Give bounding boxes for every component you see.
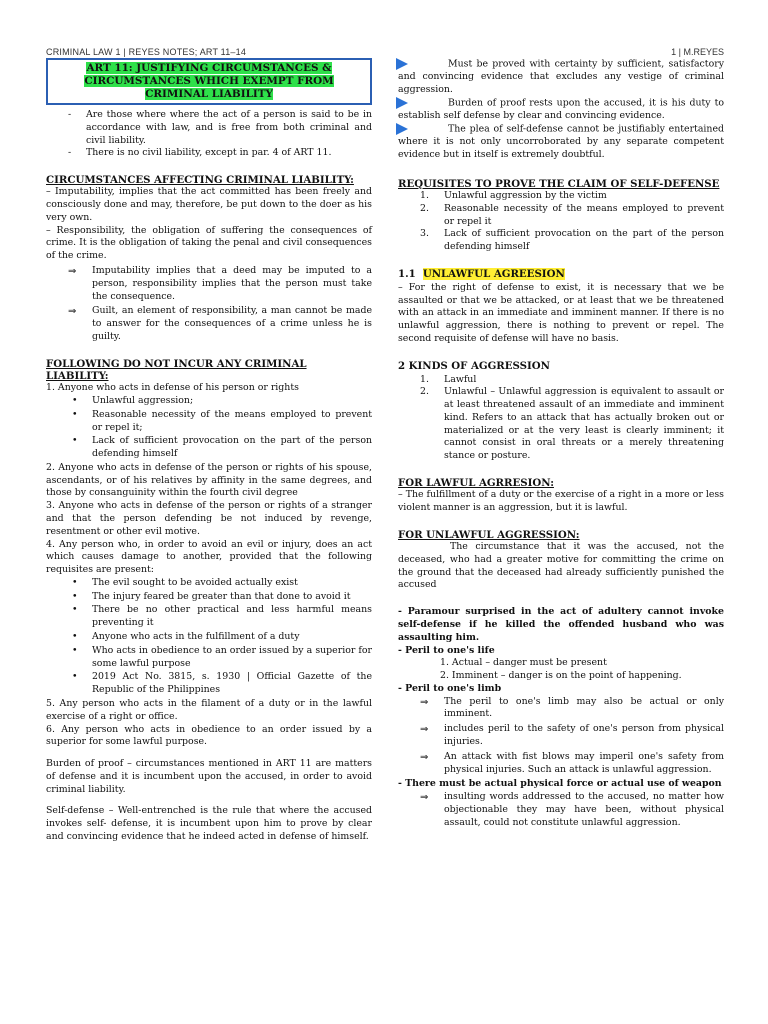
list-item: • Lack of sufficient provocation on the part of the person defending himself (46, 435, 372, 461)
arrow-icon: ⇒ (420, 751, 429, 763)
header-left: CRIMINAL LAW 1 | REYES NOTES; ART 11–14 (46, 47, 247, 57)
arrow-icon: ⇒ (68, 266, 77, 278)
list-item: 1. Lawful (420, 373, 477, 385)
paragraph-burden: Burden of proof – circumstances mentioned in ART 11 are matters of defense and it is incumbent upon the accused, in order to avoid criminal liability. (46, 758, 372, 795)
paragraph: 6. Any person who acts in obedience to an order issued by a superior for some lawful purpose. (46, 723, 372, 748)
paragraph: The plea of self-defense cannot be justifiably entertained where it is not only uncorroborated by any separate competent evidence but in itself is extremely doubtful. (398, 123, 724, 160)
section-heading-kinds: 2 KINDS OF AGGRESSION (398, 359, 550, 372)
section-heading-lawful: FOR LAWFUL AGRRESION: (398, 477, 554, 490)
arrow-icon: ⇒ (420, 724, 429, 736)
list-item: 2. Unlawful – Unlawful aggression is equivalent to assault or at least threatened assault of an immediate and imminent kind. Refers to an attack that has actually broken out or materialized or at the very least is clearly imminent; it cannot consist in oral threats or a merely threatening stance or posture. (420, 386, 724, 462)
right-column (398, 58, 724, 831)
paragraph: 4. Any person who, in order to avoid an evil or injury, does an act which causes damage to another, provided that the following requisites are present: (46, 538, 372, 576)
list-item: ⇒ includes peril to the safety of one's person from physical injuries. (420, 723, 724, 747)
list-item: 2. Reasonable necessity of the means employed to prevent or repel it (420, 202, 724, 227)
chevron-right-icon (396, 123, 408, 135)
intro-list (46, 109, 372, 160)
bullet-list (46, 577, 372, 697)
section-heading-noincur: FOLLOWING DO NOT INCUR ANY CRIMINAL LIABILITY: (46, 357, 307, 382)
list-item: • The evil sought to be avoided actually exist (46, 577, 372, 590)
paragraph: Must be proved with certainty by sufficient, satisfactory and convincing evidence that excludes any vestige of criminal aggression. (398, 58, 724, 96)
arrow-icon: ⇒ (68, 306, 77, 318)
arrow-list (398, 791, 724, 829)
section-heading-unlawful-aggression: 1.1 UNLAWFUL AGREESION (398, 267, 565, 280)
paragraph: 2. Anyone who acts in defense of the person or rights of his spouse, ascendants, or of his relatives by affinity in the same degrees, and those by consanguinity within the fourth civil degree (46, 461, 372, 499)
paragraph: – The fulfillment of a duty or the exercise of a right in a more or less violent manner is an aggression, but it is lawful. (398, 489, 724, 514)
chevron-right-icon (396, 58, 408, 70)
paragraph: Burden of proof rests upon the accused, it is his duty to establish self defense by clear and convincing evidence. (398, 97, 724, 122)
list-item: ⇒ insulting words addressed to the accused, no matter how objectionable they may have been, without physical assault, could not constitute unlawful aggression. (420, 791, 724, 828)
peril-life-list (398, 657, 724, 683)
left-column (46, 58, 372, 844)
paragraph: – For the right of defense to exist, it is necessary that we be assaulted or that we be attacked, or at least that we be threatened with an attack in an immediate and imminent manner. If there is no unlawful aggression, there is nothing to prevent or repel. The second requisite of defense will have no basis. (398, 281, 724, 344)
list-item: ⇒ Guilt, an element of responsibility, a man cannot be made to answer for the consequences of a crime unless he is guilty. (68, 305, 372, 342)
title-box (46, 58, 372, 105)
list-item: • Unlawful aggression; (46, 395, 372, 408)
arrow-icon: ⇒ (420, 792, 429, 804)
header-right: 1 | M.REYES (671, 47, 724, 57)
arrow-list (46, 265, 372, 344)
list-item: 2. Imminent – danger is on the point of happening. (440, 670, 682, 682)
arrow-icon: ⇒ (420, 696, 429, 708)
section-heading-unlawful: FOR UNLAWFUL AGGRESSION: (398, 528, 580, 541)
list-item: ⇒ An attack with fist blows may imperil one's safety from physical injuries. Such an attack is unlawful aggression. (420, 750, 724, 775)
arrow-list (398, 696, 724, 777)
list-item: • Who acts in obedience to an order issued by a superior for some lawful purpose (46, 645, 372, 671)
paragraph: – Responsibility, the obligation of suffering the consequences of crime. It is the obligation of taking the penal and civil consequences of the crime. (46, 224, 372, 262)
requisites-list (398, 190, 724, 254)
paragraph-self-defense: Self-defense – Well-entrenched is the rule that where the accused invokes self- defense, it is incumbent upon him to prove by clear and convincing evidence that he indeed acted in defense of himself. (46, 805, 372, 842)
paragraph: – Imputability, implies that the act committed has been freely and consciously done and may, therefore, be put down to the doer as his very own. (46, 186, 372, 223)
peril-limb-heading: - Peril to one's limb (398, 682, 502, 694)
physical-heading: - There must be actual physical force or actual use of weapon (398, 778, 722, 790)
list-item: • Reasonable necessity of the means employed to prevent or repel it; (46, 409, 372, 435)
list-item: - Are those where where the act of a person is said to be in accordance with law, and is free from both criminal and civil liability. (46, 109, 372, 147)
list-item: 1. Unlawful aggression by the victim (420, 189, 607, 201)
paragraph: The circumstance that it was the accused, not the deceased, who had a greater motive for committing the crime on the ground that the deceased had already sufficiently punished the accused (398, 541, 724, 591)
paragraph: 3. Anyone who acts in defense of the person or rights of a stranger and that the person defending be not induced by revenge, resentment or other evil motive. (46, 500, 372, 537)
page-title: ART 11: JUSTIFYING CIRCUMSTANCES & CIRCUMSTANCES WHICH EXEMPT FROM CRIMINAL LIABILITY (84, 62, 334, 100)
section-heading-requisites: REQUISITES TO PROVE THE CLAIM OF SELF-DEFENSE (398, 177, 720, 190)
list-item: • 2019 Act No. 3815, s. 1930 | Official Gazette of the Republic of the Philippines (46, 671, 372, 697)
paragraph-paramour: - Paramour surprised in the act of adultery cannot invoke self-defense if he killed the offended husband who was assaulting him. (398, 606, 724, 643)
kinds-list (398, 374, 724, 463)
list-item: • There be no other practical and less harmful means preventing it (46, 604, 372, 630)
list-item: • The injury feared be greater than that done to avoid it (46, 591, 372, 604)
section-heading-affecting: CIRCUMSTANCES AFFECTING CRIMINAL LIABILITY: (46, 174, 354, 187)
list-item: ⇒ Imputability implies that a deed may be imputed to a person, responsibility implies that the person must take the consequence. (68, 265, 372, 302)
paragraph: 5. Any person who acts in the filament of a duty or in the lawful exercise of a right or office. (46, 697, 372, 722)
list-item: - There is no civil liability, except in par. 4 of ART 11. (46, 147, 372, 160)
bullet-list (46, 395, 372, 461)
peril-life-heading: - Peril to one's life (398, 644, 495, 656)
list-item: 3. Lack of sufficient provocation on the part of the person defending himself (420, 228, 724, 253)
list-item: • Anyone who acts in the fulfillment of a duty (46, 631, 372, 644)
list-item: ⇒ The peril to one's limb may also be actual or only imminent. (420, 695, 724, 720)
chevron-right-icon (396, 97, 408, 109)
paragraph: 1. Anyone who acts in defense of his person or rights (46, 382, 299, 394)
list-item: 1. Actual – danger must be present (440, 657, 607, 669)
